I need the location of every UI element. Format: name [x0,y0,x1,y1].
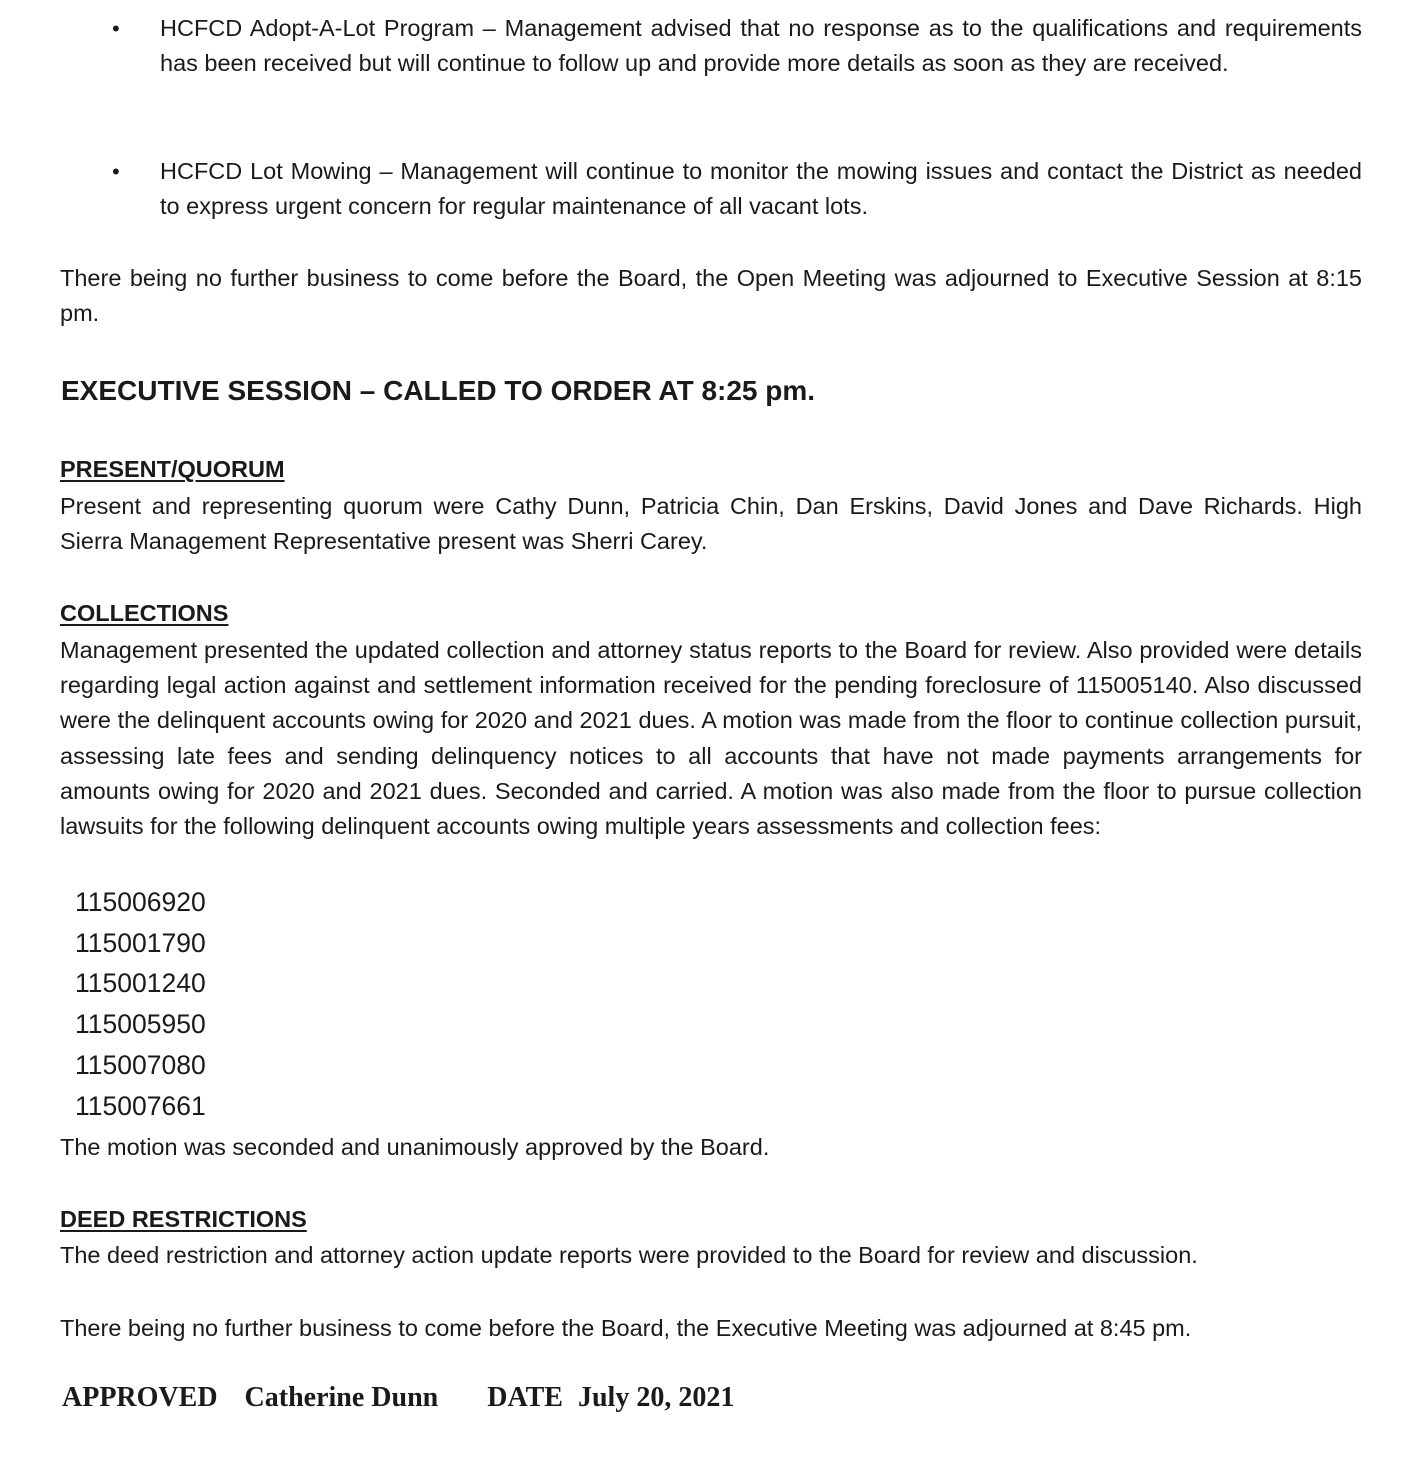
account-number: 115007661 [75,1090,206,1121]
account-number: 115007080 [75,1049,206,1080]
deed-restrictions-heading: DEED RESTRICTIONS [60,1206,307,1232]
delinquent-account-list [75,882,206,1126]
deed-restrictions-paragraph: The deed restriction and attorney action update reports were provided to the Board for review and discussion. [60,1242,1198,1268]
bullet-lot-mowing: HCFCD Lot Mowing – Management will continue to monitor the mowing issues and contact the District as needed to express urgent concern for regular maintenance of all vacant lots. [160,158,1362,220]
account-number: 115005950 [75,1009,206,1040]
executive-session-heading: EXECUTIVE SESSION – CALLED TO ORDER AT 8:25 pm. [61,375,816,406]
account-number: 115006920 [75,887,206,917]
collections-heading: COLLECTIONS [60,600,229,626]
collections-paragraph: Management presented the updated collection and attorney status reports to the Board for review. Also provided were details regarding legal action against and settlement information received for the pending foreclosure of 115005140. Also discussed were the delinquent accounts owing for 2020 and 2021 dues. A motion was made from the floor to continue collection pursuit, assessing late fees and sending delinquency notices to all accounts that have not made payments arrangements for amounts owing for 2020 and 2021 dues. Seconded and carried. A motion was also made from the floor to pursue collection lawsuits for the following delinquent accounts owing multiple years assessments and collection fees: [60,637,1362,840]
date-value: July 20, 2021 [577,1382,735,1413]
account-number: 115001240 [75,968,206,999]
approval-line [62,1380,734,1416]
bullet-adopt-a-lot: HCFCD Adopt-A-Lot Program – Management advised that no response as to the qualifications and requirements has been received but will continue to follow up and provide more details as soon as they are received. [160,15,1362,77]
present-quorum-heading: PRESENT/QUORUM [60,456,285,482]
date-label: DATE [487,1382,563,1413]
open-meeting-adjourn-paragraph: There being no further business to come before the Board, the Open Meeting was adjourned to Executive Session at 8:15 pm. [60,265,1362,327]
bullet-marker: • [112,159,120,184]
present-quorum-paragraph: Present and representing quorum were Cathy Dunn, Patricia Chin, Dan Erskins, David Jones and Dave Richards. High Sierra Management Representative present was Sherri Carey. [60,493,1362,555]
executive-adjourn-paragraph: There being no further business to come before the Board, the Executive Meeting was adjourned at 8:45 pm. [60,1315,1192,1341]
approved-name: Catherine Dunn [244,1382,439,1413]
account-number: 115001790 [75,927,206,958]
collections-closing-paragraph: The motion was seconded and unanimously approved by the Board. [60,1134,770,1160]
approved-label: APPROVED [62,1382,218,1413]
bullet-marker: • [112,16,120,41]
